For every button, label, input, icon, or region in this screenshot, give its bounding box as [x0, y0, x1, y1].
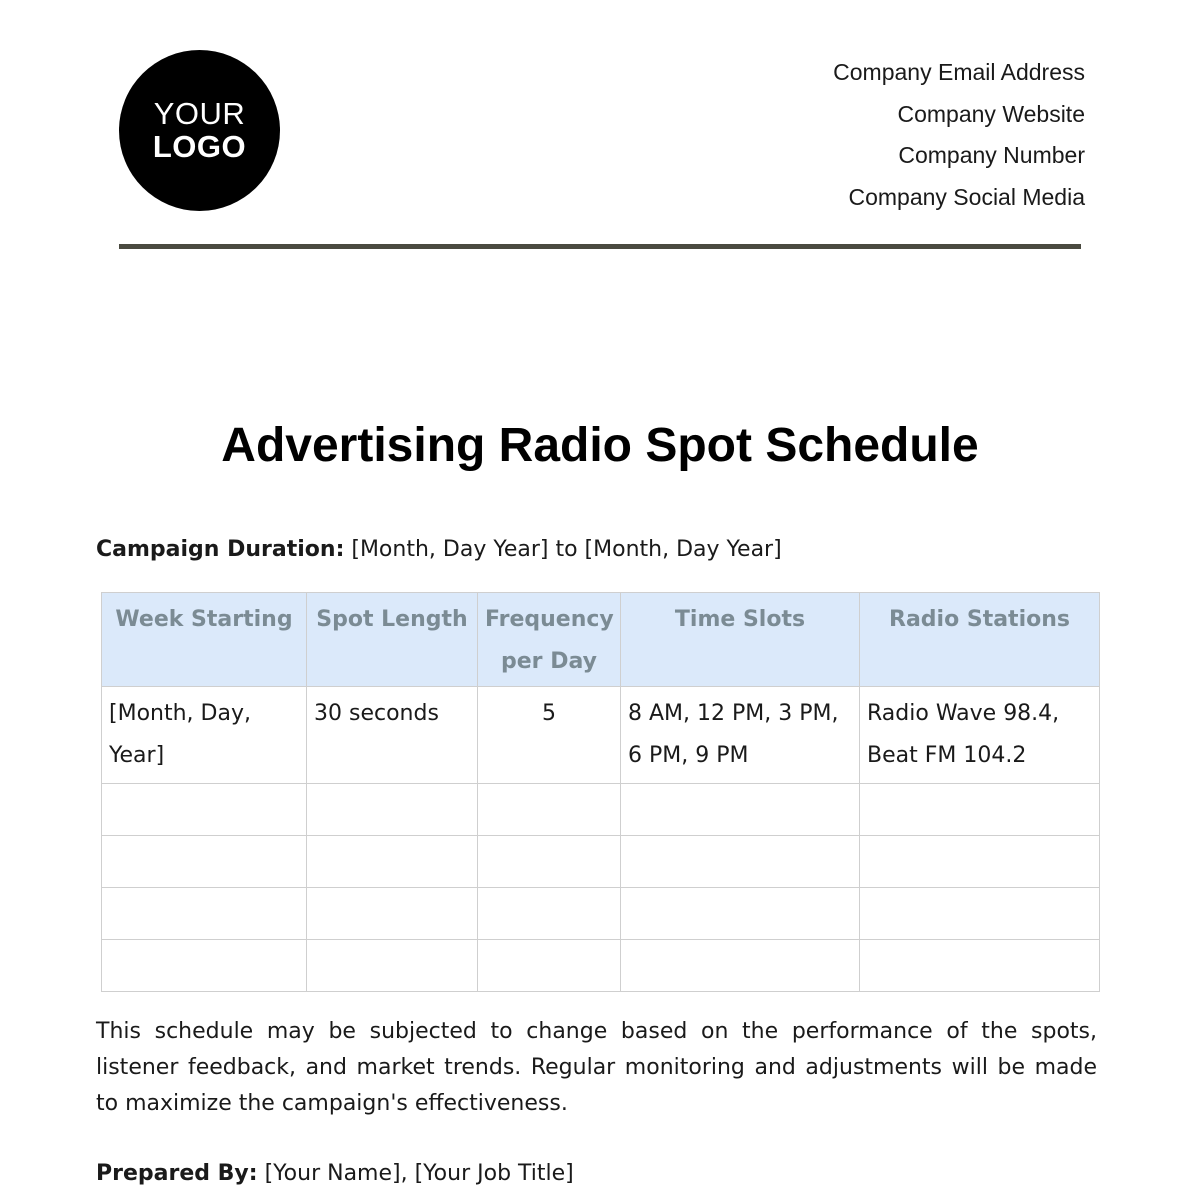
header-divider [119, 244, 1081, 249]
document-title: Advertising Radio Spot Schedule [221, 419, 979, 472]
cell-spot-length [307, 940, 478, 992]
cell-spot-length [307, 836, 478, 888]
table-row [102, 940, 1100, 992]
cell-time-slots: 8 AM, 12 PM, 3 PM, 6 PM, 9 PM [621, 687, 860, 784]
cell-radio-stations: Radio Wave 98.4, Beat FM 104.2 [860, 687, 1100, 784]
campaign-duration-label: Campaign Duration: [96, 537, 345, 562]
company-social-media: Company Social Media [848, 183, 1085, 210]
header-time-slots: Time Slots [621, 593, 860, 687]
cell-week-starting [102, 836, 307, 888]
table-row [102, 836, 1100, 888]
campaign-duration-value: [Month, Day Year] to [Month, Day Year] [344, 537, 782, 562]
company-number: Company Number [898, 142, 1085, 168]
cell-frequency [478, 888, 621, 940]
cell-radio-stations [860, 940, 1100, 992]
cell-week-starting [102, 888, 307, 940]
cell-frequency [478, 836, 621, 888]
cell-frequency [478, 784, 621, 836]
cell-time-slots [621, 836, 860, 888]
logo-text-bottom: LOGO [152, 128, 247, 164]
cell-time-slots [621, 940, 860, 992]
table-header-row [102, 593, 1100, 687]
schedule-note-paragraph: This schedule may be subjected to change based on the performance of the spots, listener feedback, and market trends. Regular monitoring and adjustments will be made to maximize the campaign's effectiveness. [96, 1019, 1097, 1116]
cell-radio-stations [860, 784, 1100, 836]
cell-spot-length [307, 784, 478, 836]
company-contact-block [833, 52, 1085, 218]
table-row [102, 687, 1100, 784]
cell-week-starting [102, 784, 307, 836]
table-row [102, 784, 1100, 836]
header-radio-stations: Radio Stations [860, 593, 1100, 687]
cell-radio-stations [860, 888, 1100, 940]
cell-frequency [478, 940, 621, 992]
prepared-by [96, 1161, 574, 1186]
cell-frequency: 5 [478, 687, 621, 784]
header-spot-length: Spot Length [307, 593, 478, 687]
table-row [102, 888, 1100, 940]
header-frequency-per-day: Frequency per Day [478, 593, 621, 687]
header-week-starting: Week Starting [102, 593, 307, 687]
company-logo [119, 50, 280, 211]
campaign-duration [96, 537, 782, 562]
cell-time-slots [621, 784, 860, 836]
prepared-by-label: Prepared By: [96, 1161, 258, 1186]
cell-radio-stations [860, 836, 1100, 888]
company-website: Company Website [897, 100, 1085, 127]
cell-spot-length [307, 888, 478, 940]
cell-week-starting [102, 940, 307, 992]
cell-spot-length: 30 seconds [307, 687, 478, 784]
cell-week-starting: [Month, Day, Year] [102, 687, 307, 784]
radio-spot-schedule-table [101, 592, 1100, 992]
cell-time-slots [621, 888, 860, 940]
company-email: Company Email Address [833, 59, 1085, 85]
prepared-by-value: [Your Name], [Your Job Title] [257, 1161, 574, 1186]
logo-text-top: YOUR [153, 95, 246, 131]
